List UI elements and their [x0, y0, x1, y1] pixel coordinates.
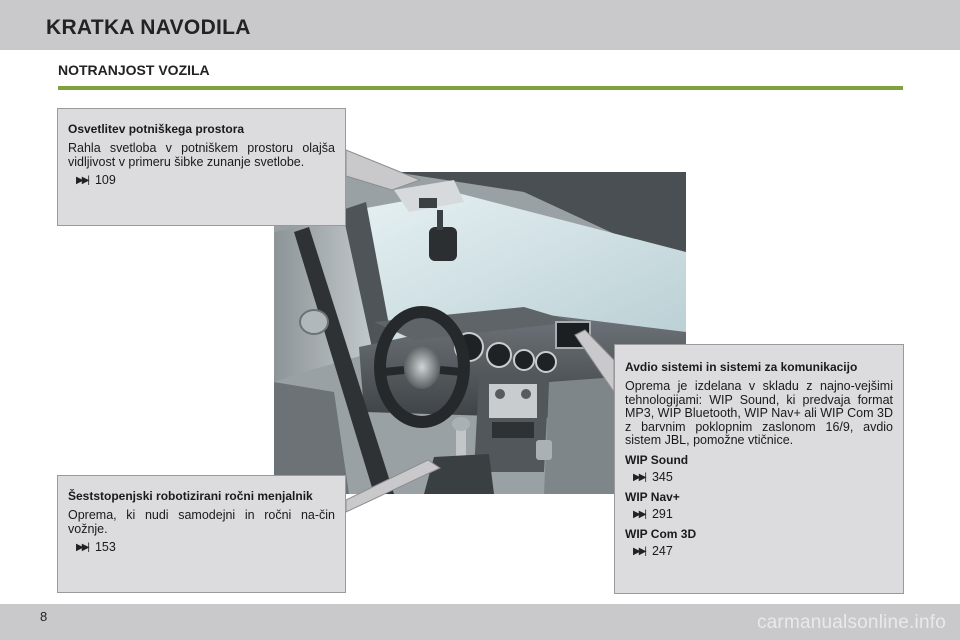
callout-text: Rahla svetloba v potniškem prostoru olajša vidljivost v primeru šibke zunanje svetlobe.	[68, 141, 335, 169]
callout-title: Osvetlitev potniškega prostora	[68, 122, 245, 136]
callout-gearbox	[57, 475, 346, 593]
fast-forward-icon: ▶▶|	[76, 542, 88, 553]
fast-forward-icon: ▶▶|	[633, 509, 645, 520]
section-title: NOTRANJOST VOZILA	[58, 62, 210, 78]
page-reference[interactable]	[633, 471, 893, 485]
page-reference[interactable]	[76, 541, 335, 555]
callout-cabin-lighting	[57, 108, 346, 226]
page-reference[interactable]	[633, 545, 893, 559]
page-reference[interactable]	[76, 174, 335, 188]
audio-item-label: WIP Nav+	[625, 489, 680, 504]
watermark-text: carmanualsonline.info	[756, 612, 946, 633]
callout-audio-systems	[614, 344, 904, 594]
fast-forward-icon: ▶▶|	[76, 175, 88, 186]
page-reference-number: 153	[94, 540, 116, 554]
callout-text: Oprema je izdelana v skladu z najno-vejšimi tehnologijami: WIP Sound, ki predvaja format MP3, WIP Bluetooth, WIP Nav+ ali WIP Com 3D z barvnim poklopnim zaslonom 16/9, avdio sistem JBL, pomožne vtičnice.	[625, 379, 893, 447]
audio-item-label: WIP Com 3D	[625, 526, 697, 541]
page-reference[interactable]	[633, 508, 893, 522]
page-header-title: KRATKA NAVODILA	[46, 16, 251, 39]
section-divider	[58, 86, 903, 90]
page-reference-number: 345	[651, 470, 673, 484]
callout-title: Avdio sistemi in sistemi za komunikacijo	[625, 360, 858, 374]
page-reference-number: 247	[651, 544, 673, 558]
callout-title: Šeststopenjski robotizirani ročni menjalnik	[68, 489, 313, 503]
audio-item-label: WIP Sound	[625, 452, 689, 467]
page-reference-number: 109	[94, 173, 116, 187]
page-number: 8	[40, 609, 48, 624]
callout-text: Oprema, ki nudi samodejni in ročni na-čin vožnje.	[68, 508, 335, 536]
page-reference-number: 291	[651, 507, 673, 521]
fast-forward-icon: ▶▶|	[633, 472, 645, 483]
fast-forward-icon: ▶▶|	[633, 546, 645, 557]
